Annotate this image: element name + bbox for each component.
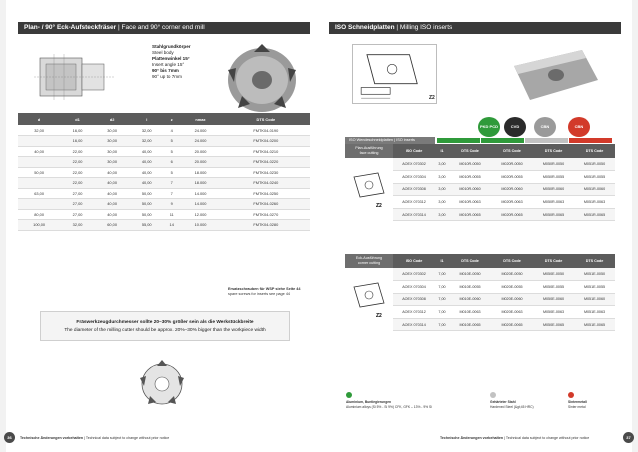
body-info-line: Steel body (152, 50, 174, 55)
right-header (329, 22, 621, 34)
cell: 16,00 (60, 136, 95, 147)
col-header: d (18, 113, 60, 125)
cell: FMTK04-0210 (222, 146, 310, 157)
left-header-subtitle: | Face and 90° corner end mill (118, 24, 205, 31)
cell: 40,00 (129, 146, 164, 157)
table-row (18, 188, 310, 199)
cell: 7,00 (435, 268, 449, 281)
cell: FMTK04-0260 (222, 199, 310, 210)
section-title (345, 254, 393, 268)
cell: 14.000 (179, 188, 221, 199)
cell: 40,00 (18, 146, 60, 157)
cell (18, 157, 60, 168)
cell: M050E-0065 (533, 318, 574, 331)
cell: 40,00 (129, 157, 164, 168)
cell: 40,00 (95, 188, 130, 199)
cell: 3,00 (435, 208, 449, 221)
table-row (18, 157, 310, 168)
cell: M051E-0065 (574, 318, 615, 331)
cell: 50,00 (129, 188, 164, 199)
cell (18, 136, 60, 147)
col-header: DTS Code (491, 144, 533, 158)
coating-pcd-badge: PKD PCD (478, 117, 500, 137)
coating-cbn-badge: CBN (534, 117, 556, 137)
section-title-en: corner cutting (357, 261, 381, 265)
footer-de: Technische Änderungen vorbehalten (440, 436, 504, 440)
cell: 14 (164, 220, 179, 231)
cell: 18.000 (179, 178, 221, 189)
col-header: d1 (60, 113, 95, 125)
cell: 100,00 (18, 220, 60, 231)
body-info-line: Plattenwinkel 15° (152, 56, 190, 61)
cell: FMTK04-0250 (222, 188, 310, 199)
cell: M051R-0063 (574, 196, 615, 209)
cell: 22,00 (60, 146, 95, 157)
cutter-photo (218, 40, 306, 118)
cell: 32,00 (129, 136, 164, 147)
cell: 20.000 (179, 157, 221, 168)
cell: M010E-0063 (449, 306, 491, 319)
legend-dot-green (346, 392, 352, 398)
col-header: DTS Code (449, 144, 491, 158)
col-header: DTS Code (574, 254, 615, 268)
cell: M020R-0065 (491, 208, 533, 221)
col-header: DTS Code (533, 144, 574, 158)
footer-de: Technische Änderungen vorbehalten (20, 436, 84, 440)
coating-bar (437, 138, 480, 143)
footer-en: | Technical data subject to change without prior notice (84, 436, 170, 440)
cell (18, 199, 60, 210)
cell: M020E-0063 (491, 306, 533, 319)
cell: M051R-0050 (574, 158, 615, 171)
cell: M050E-0063 (533, 306, 574, 319)
body-info-line: Stahlgrundkörper (152, 44, 191, 49)
body-info-line: 90° bis 7mm (152, 68, 179, 73)
cell: 27,00 (60, 199, 95, 210)
cutter-top-drawing (136, 358, 188, 410)
cell: AOEX 070302 (393, 158, 435, 171)
cell: AOEX 070314 (393, 318, 435, 331)
cell: 5 (164, 136, 179, 147)
col-header: DTS Code (491, 254, 533, 268)
body-info-line: Insert angle 15° (152, 62, 185, 67)
cell: M050E-0060 (533, 293, 574, 306)
cell: M010E-0050 (449, 268, 491, 281)
section-title-en: face cutting (359, 151, 379, 155)
col-header: DTS Code (222, 113, 310, 125)
cell: 6 (164, 157, 179, 168)
cell: AOEX 070312 (393, 306, 435, 319)
cell: 22,00 (60, 167, 95, 178)
cell: M020R-0060 (491, 183, 533, 196)
coating-bar (481, 138, 524, 143)
insert-drawing (352, 44, 437, 104)
cell: M051E-0060 (574, 293, 615, 306)
table-row (18, 125, 310, 136)
face-cutting-table (345, 144, 615, 221)
legend-item (346, 400, 466, 409)
cell: FMTK04-0280 (222, 220, 310, 231)
cell: 7,00 (435, 281, 449, 294)
table-row (18, 199, 310, 210)
cell: 40,00 (95, 167, 130, 178)
cell: 24.000 (179, 125, 221, 136)
page-number: 36 (4, 432, 15, 443)
footer-en: | Technical data subject to change without prior notice (504, 436, 590, 440)
cell: M051E-0063 (574, 306, 615, 319)
cell: AOEX 070304 (393, 171, 435, 184)
cell: FMTK04-0190 (222, 125, 310, 136)
coating-cbn-badge: CBN (568, 117, 590, 137)
table-row (18, 136, 310, 147)
cell: 55,00 (129, 220, 164, 231)
cell: 30,00 (95, 146, 130, 157)
legend-dot-gray (490, 392, 496, 398)
cell: 9 (164, 199, 179, 210)
left-header (18, 22, 310, 34)
cutter-side-drawing (34, 50, 129, 102)
cell: 22,00 (60, 157, 95, 168)
cell: M020E-0055 (491, 281, 533, 294)
col-header: d2 (95, 113, 130, 125)
cell: FMTK04-0240 (222, 178, 310, 189)
insert-photo (500, 44, 606, 108)
coating-bar (525, 138, 568, 143)
cell: 50,00 (129, 209, 164, 220)
cell: 22,00 (60, 178, 95, 189)
cell: 40,00 (95, 178, 130, 189)
cell: M020E-0060 (491, 293, 533, 306)
iso-inserts-label: ISO Wendeschneidplatten | ISO inserts (345, 137, 435, 144)
cell: M050R-0060 (533, 183, 574, 196)
cell: 3,00 (435, 196, 449, 209)
cell: M020R-0055 (491, 171, 533, 184)
cell: 80,00 (18, 209, 60, 220)
cell: M020E-0050 (491, 268, 533, 281)
cell: FMTK04-0220 (222, 157, 310, 168)
col-header: ISO Code (393, 144, 435, 158)
cell: 14.000 (179, 199, 221, 210)
cell: 5 (164, 167, 179, 178)
section-title-de: Eck-Ausführung (355, 256, 383, 260)
cell: M051E-0050 (574, 268, 615, 281)
cell: 24.000 (179, 136, 221, 147)
table-row (18, 178, 310, 189)
cell: M010R-0055 (449, 171, 491, 184)
cell: 32,00 (60, 220, 95, 231)
cell: 10.000 (179, 220, 221, 231)
diameter-hint-box (40, 311, 290, 341)
legend-dot-red (568, 392, 574, 398)
hint-de: Fräswerkzeugdurchmesser sollte 20–30% größer sein als die Werkstückbreite (76, 320, 254, 325)
left-header-title: Plan- / 90° Eck-Aufsteckfräser (24, 24, 117, 31)
cell (18, 178, 60, 189)
cell: 3,00 (435, 183, 449, 196)
insert-thumb-cell (345, 268, 393, 331)
cell: 40,00 (95, 199, 130, 210)
spare-screws-note (228, 287, 310, 297)
z-label: Z2 (429, 95, 435, 101)
cell: 7,00 (435, 318, 449, 331)
cell: 7 (164, 178, 179, 189)
cell: M050R-0055 (533, 171, 574, 184)
cell: AOEX 070308 (393, 183, 435, 196)
legend-title: Sintermetall (568, 400, 587, 404)
cell: M010R-0050 (449, 158, 491, 171)
section-title (345, 144, 393, 158)
col-header: l1 (435, 254, 449, 268)
spare-note-en: spare screws for inserts see page 44 (228, 292, 291, 296)
cell: M010R-0063 (449, 196, 491, 209)
cell: 11 (164, 209, 179, 220)
cell: 30,00 (95, 136, 130, 147)
cell: M050R-0063 (533, 196, 574, 209)
table-header-row (345, 254, 615, 268)
col-header: z (164, 113, 179, 125)
cell: AOEX 070314 (393, 208, 435, 221)
cell: 32,00 (18, 125, 60, 136)
cell: M051E-0055 (574, 281, 615, 294)
cell: 7 (164, 188, 179, 199)
legend-item (568, 400, 618, 409)
cell: 27,00 (60, 209, 95, 220)
right-header-subtitle: | Milling ISO inserts (396, 24, 453, 31)
page-number: 37 (623, 432, 634, 443)
table-header-row (18, 113, 310, 125)
insert-thumb (350, 169, 388, 209)
corner-cutting-table (345, 254, 615, 331)
cell: AOEX 070302 (393, 268, 435, 281)
cutter-table (18, 113, 310, 231)
left-footer (20, 436, 169, 440)
cell: M020R-0050 (491, 158, 533, 171)
body-info-line: 90° up to 7mm (152, 74, 182, 79)
cell: M051R-0060 (574, 183, 615, 196)
cell: M050E-0050 (533, 268, 574, 281)
cell: M050R-0050 (533, 158, 574, 171)
cell: 40,00 (95, 209, 130, 220)
cell: 50,00 (18, 167, 60, 178)
col-header: nmax (179, 113, 221, 125)
cell: 27,00 (60, 188, 95, 199)
table-row (18, 146, 310, 157)
table-header-row (345, 144, 615, 158)
table-row (345, 268, 615, 281)
legend-title: Gehärteter Stahl (490, 400, 516, 404)
col-header: DTS Code (449, 254, 491, 268)
legend-title: Aluminium, Buntlegierungen (346, 400, 392, 404)
cell: M051R-0065 (574, 208, 615, 221)
table-row (18, 220, 310, 231)
cell: M010E-0055 (449, 281, 491, 294)
col-header: DTS Code (574, 144, 615, 158)
cell: 7,00 (435, 293, 449, 306)
insert-thumb (350, 279, 388, 319)
hint-en: The diameter of the milling cutter should be approx. 20%–30% bigger than the workpiece width (64, 328, 266, 333)
z-label: Z2 (376, 312, 382, 319)
right-header-title: ISO Schneidplatten (335, 24, 395, 31)
cell: 18.000 (179, 167, 221, 178)
cell: FMTK04-0230 (222, 167, 310, 178)
coating-bar (569, 138, 612, 143)
col-header: ISO Code (393, 254, 435, 268)
cell: 12.000 (179, 209, 221, 220)
cell: AOEX 070312 (393, 196, 435, 209)
cell: M010R-0065 (449, 208, 491, 221)
cell: AOEX 070308 (393, 293, 435, 306)
cell: 30,00 (95, 125, 130, 136)
cell: 20.000 (179, 146, 221, 157)
cell: 40,00 (129, 178, 164, 189)
cell: M050R-0065 (533, 208, 574, 221)
cell: 60,00 (95, 220, 130, 231)
cell: AOEX 070304 (393, 281, 435, 294)
col-header: l (129, 113, 164, 125)
section-title-de: Plan-Ausführung (355, 146, 383, 150)
z-label: Z2 (376, 202, 382, 209)
cell: 3,00 (435, 158, 449, 171)
legend-item (490, 400, 560, 409)
col-header: DTS Code (533, 254, 574, 268)
spare-note-de: Ersatzschrauben für WSP siehe Seite 44 (228, 287, 301, 291)
table-row (18, 167, 310, 178)
page-edge-tab (632, 0, 638, 452)
cell: 4 (164, 125, 179, 136)
cell: 50,00 (129, 199, 164, 210)
page-edge-tab (0, 0, 6, 452)
cell: 30,00 (95, 157, 130, 168)
legend-text: Aluminium alloys (Si 5% - Si 9%) CFK, GFK – 13% - 9% Si (346, 404, 432, 409)
cell: 40,00 (129, 167, 164, 178)
legend-text: Sinter metal (568, 404, 586, 409)
table-row (18, 209, 310, 220)
cell: 7,00 (435, 306, 449, 319)
cell: M020R-0063 (491, 196, 533, 209)
legend-text: Hardened Steel (&gt;45 HRC) (490, 404, 534, 409)
cell: M020E-0065 (491, 318, 533, 331)
col-header: l1 (435, 144, 449, 158)
cell: 63,00 (18, 188, 60, 199)
cell: 16,00 (60, 125, 95, 136)
cell: 5 (164, 146, 179, 157)
insert-thumb-cell (345, 158, 393, 221)
table-row (345, 158, 615, 171)
cell: FMTK04-0200 (222, 136, 310, 147)
cell: M051R-0055 (574, 171, 615, 184)
coating-cvd-badge: CVD (504, 117, 526, 137)
cell: 32,00 (129, 125, 164, 136)
cell: M010E-0065 (449, 318, 491, 331)
cell: M050E-0055 (533, 281, 574, 294)
cell: M010R-0060 (449, 183, 491, 196)
cell: 3,00 (435, 171, 449, 184)
cell: M010E-0060 (449, 293, 491, 306)
right-footer (440, 436, 589, 440)
cell: FMTK04-0270 (222, 209, 310, 220)
